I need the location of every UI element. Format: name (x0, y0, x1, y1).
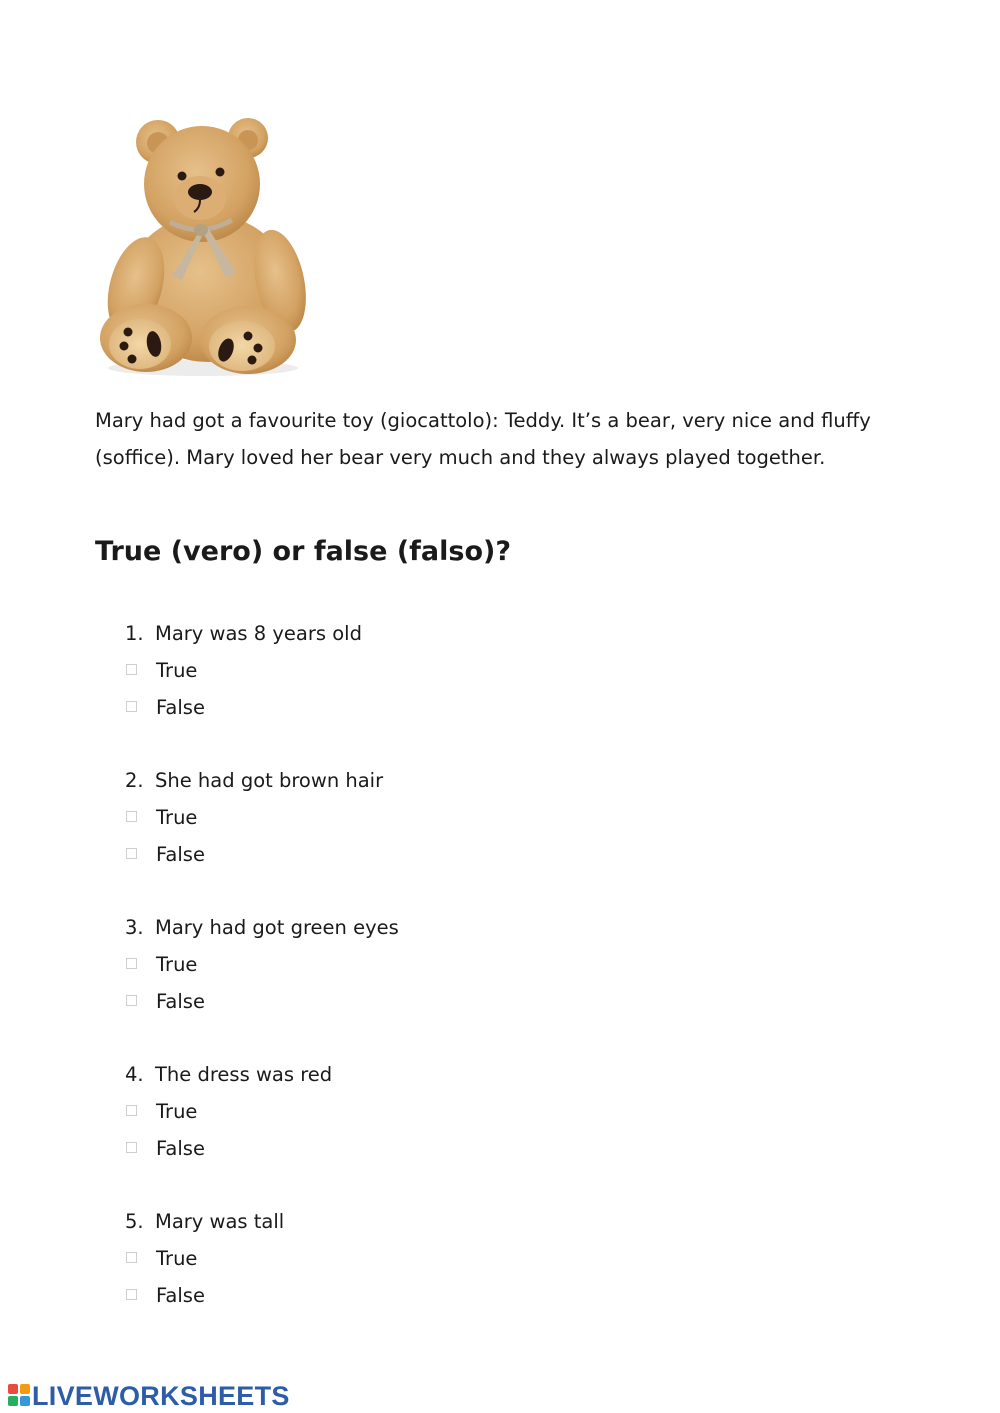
false-checkbox[interactable] (126, 1142, 137, 1153)
option-label: True (156, 659, 198, 682)
option-label: False (156, 843, 205, 866)
question-label: Mary had got green eyes (155, 916, 399, 939)
logo-blocks-icon (8, 1384, 30, 1406)
intro-paragraph: Mary had got a favourite toy (giocattolo): Teddy. It’s a bear, very nice and fluffy (soffice). Mary loved her bear very much and they always played together. (95, 409, 871, 469)
question-number: 5. (125, 1210, 144, 1233)
question-label: She had got brown hair (155, 769, 384, 792)
option-label: False (156, 990, 205, 1013)
question-text (125, 762, 825, 799)
option-label: True (156, 806, 198, 829)
question-number: 2. (125, 769, 144, 792)
teddy-bear-image (96, 116, 310, 378)
question-text (125, 615, 825, 652)
question-text (125, 1056, 825, 1093)
question-1 (125, 615, 825, 726)
option-true[interactable] (125, 1240, 825, 1277)
option-true[interactable] (125, 652, 825, 689)
option-false[interactable] (125, 836, 825, 873)
option-false[interactable] (125, 983, 825, 1020)
question-text (125, 1203, 825, 1240)
false-checkbox[interactable] (126, 848, 137, 859)
section-heading: True (vero) or false (falso)? (95, 536, 512, 567)
question-number: 4. (125, 1063, 144, 1086)
true-checkbox[interactable] (126, 811, 137, 822)
question-number: 1. (125, 622, 144, 645)
option-label: False (156, 1284, 205, 1307)
question-5 (125, 1203, 825, 1314)
false-checkbox[interactable] (126, 995, 137, 1006)
question-3 (125, 909, 825, 1020)
option-false[interactable] (125, 1130, 825, 1167)
false-checkbox[interactable] (126, 1289, 137, 1300)
question-text (125, 909, 825, 946)
option-true[interactable] (125, 1093, 825, 1130)
option-false[interactable] (125, 689, 825, 726)
question-number: 3. (125, 916, 144, 939)
option-true[interactable] (125, 946, 825, 983)
question-4 (125, 1056, 825, 1167)
question-2 (125, 762, 825, 873)
question-label: Mary was 8 years old (155, 622, 362, 645)
question-label: Mary was tall (155, 1210, 285, 1233)
option-label: True (156, 1100, 198, 1123)
option-label: False (156, 1137, 205, 1160)
option-label: False (156, 696, 205, 719)
brand-name: LIVEWORKSHEETS (32, 1381, 290, 1411)
true-checkbox[interactable] (126, 664, 137, 675)
option-false[interactable] (125, 1277, 825, 1314)
false-checkbox[interactable] (126, 701, 137, 712)
true-checkbox[interactable] (126, 958, 137, 969)
option-true[interactable] (125, 799, 825, 836)
option-label: True (156, 953, 198, 976)
option-label: True (156, 1247, 198, 1270)
question-label: The dress was red (155, 1063, 333, 1086)
true-checkbox[interactable] (126, 1105, 137, 1116)
true-checkbox[interactable] (126, 1252, 137, 1263)
